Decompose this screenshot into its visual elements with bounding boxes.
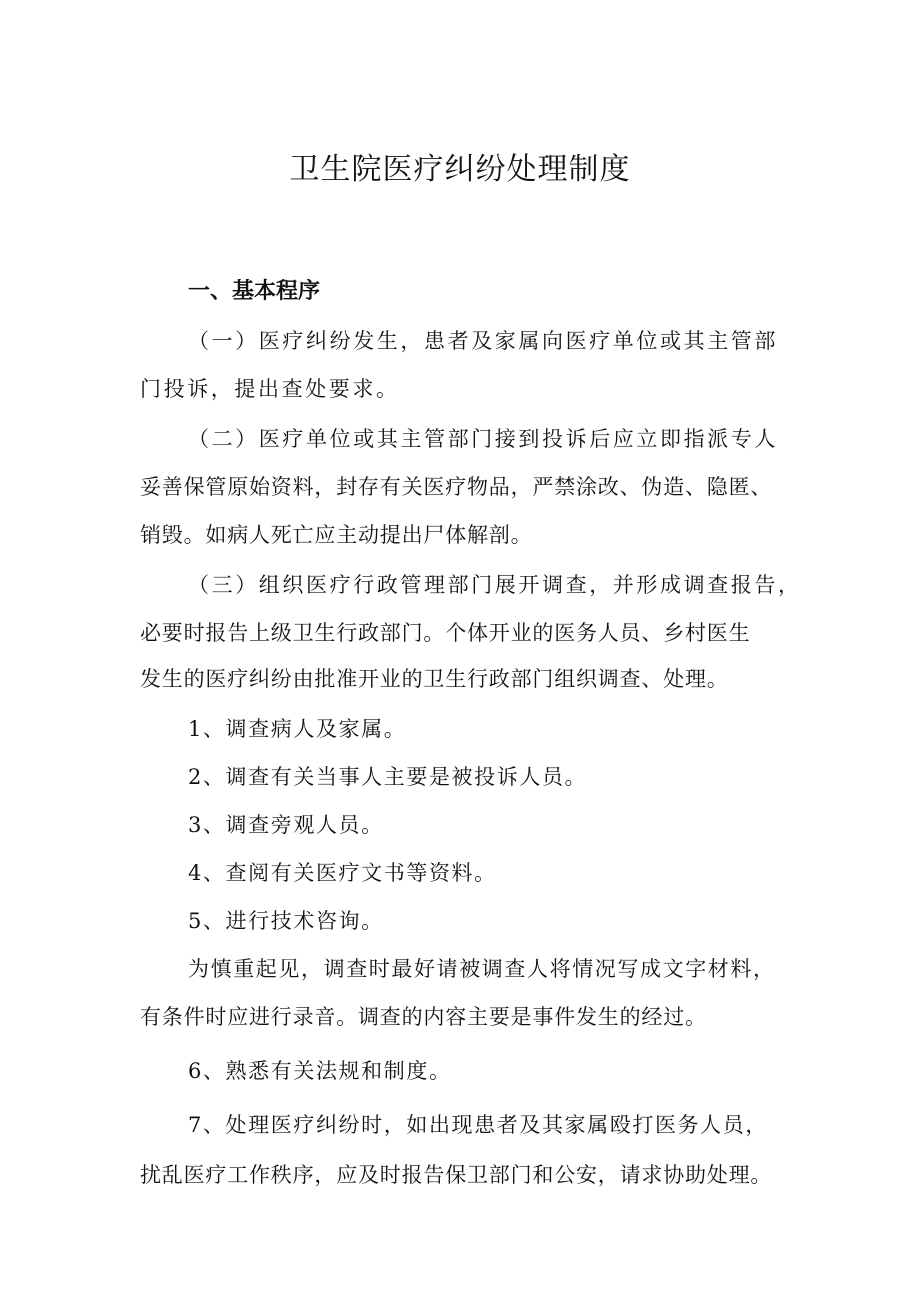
document-title: 卫生院医疗纠纷处理制度 xyxy=(289,152,631,187)
paragraph-line: （三）组织医疗行政管理部门展开调查，并形成调查报告， xyxy=(188,573,802,597)
paragraph-line: （一）医疗纠纷发生，患者及家属向医疗单位或其主管部 xyxy=(188,329,778,353)
paragraph-line: 发生的医疗纠纷由批准开业的卫生行政部门组织调查、处理。 xyxy=(140,667,729,691)
list-item: 1、调查病人及家属。 xyxy=(188,717,407,741)
paragraph-line: 有条件时应进行录音。调查的内容主要是事件发生的经过。 xyxy=(140,1005,707,1029)
paragraph-line: （二）医疗单位或其主管部门接到投诉后应立即指派专人 xyxy=(188,427,778,451)
section-heading: 一、基本程序 xyxy=(188,279,321,304)
list-item: 6、熟悉有关法规和制度。 xyxy=(188,1059,452,1083)
list-item: 7、处理医疗纠纷时，如出现患者及其家属殴打医务人员， xyxy=(188,1113,768,1137)
list-item: 5、进行技术咨询。 xyxy=(188,909,384,933)
list-item: 4、查阅有关医疗文书等资料。 xyxy=(188,861,497,885)
paragraph-line: 妥善保管原始资料，封存有关医疗物品，严禁涂改、伪造、隐匿、 xyxy=(140,475,773,499)
paragraph-line: 销毁。如病人死亡应主动提出尸体解剖。 xyxy=(140,523,533,547)
paragraph-line: 门投诉，提出查处要求。 xyxy=(140,377,400,401)
paragraph-line: 必要时报告上级卫生行政部门。个体开业的医务人员、乡村医生 xyxy=(140,621,751,645)
paragraph-line: 扰乱医疗工作秩序，应及时报告保卫部门和公安，请求协助处理。 xyxy=(140,1163,773,1187)
list-item: 3、调查旁观人员。 xyxy=(188,813,384,837)
paragraph-line: 为慎重起见，调查时最好请被调查人将情况写成文字材料， xyxy=(188,957,776,981)
list-item: 2、调查有关当事人主要是被投诉人员。 xyxy=(188,765,588,789)
